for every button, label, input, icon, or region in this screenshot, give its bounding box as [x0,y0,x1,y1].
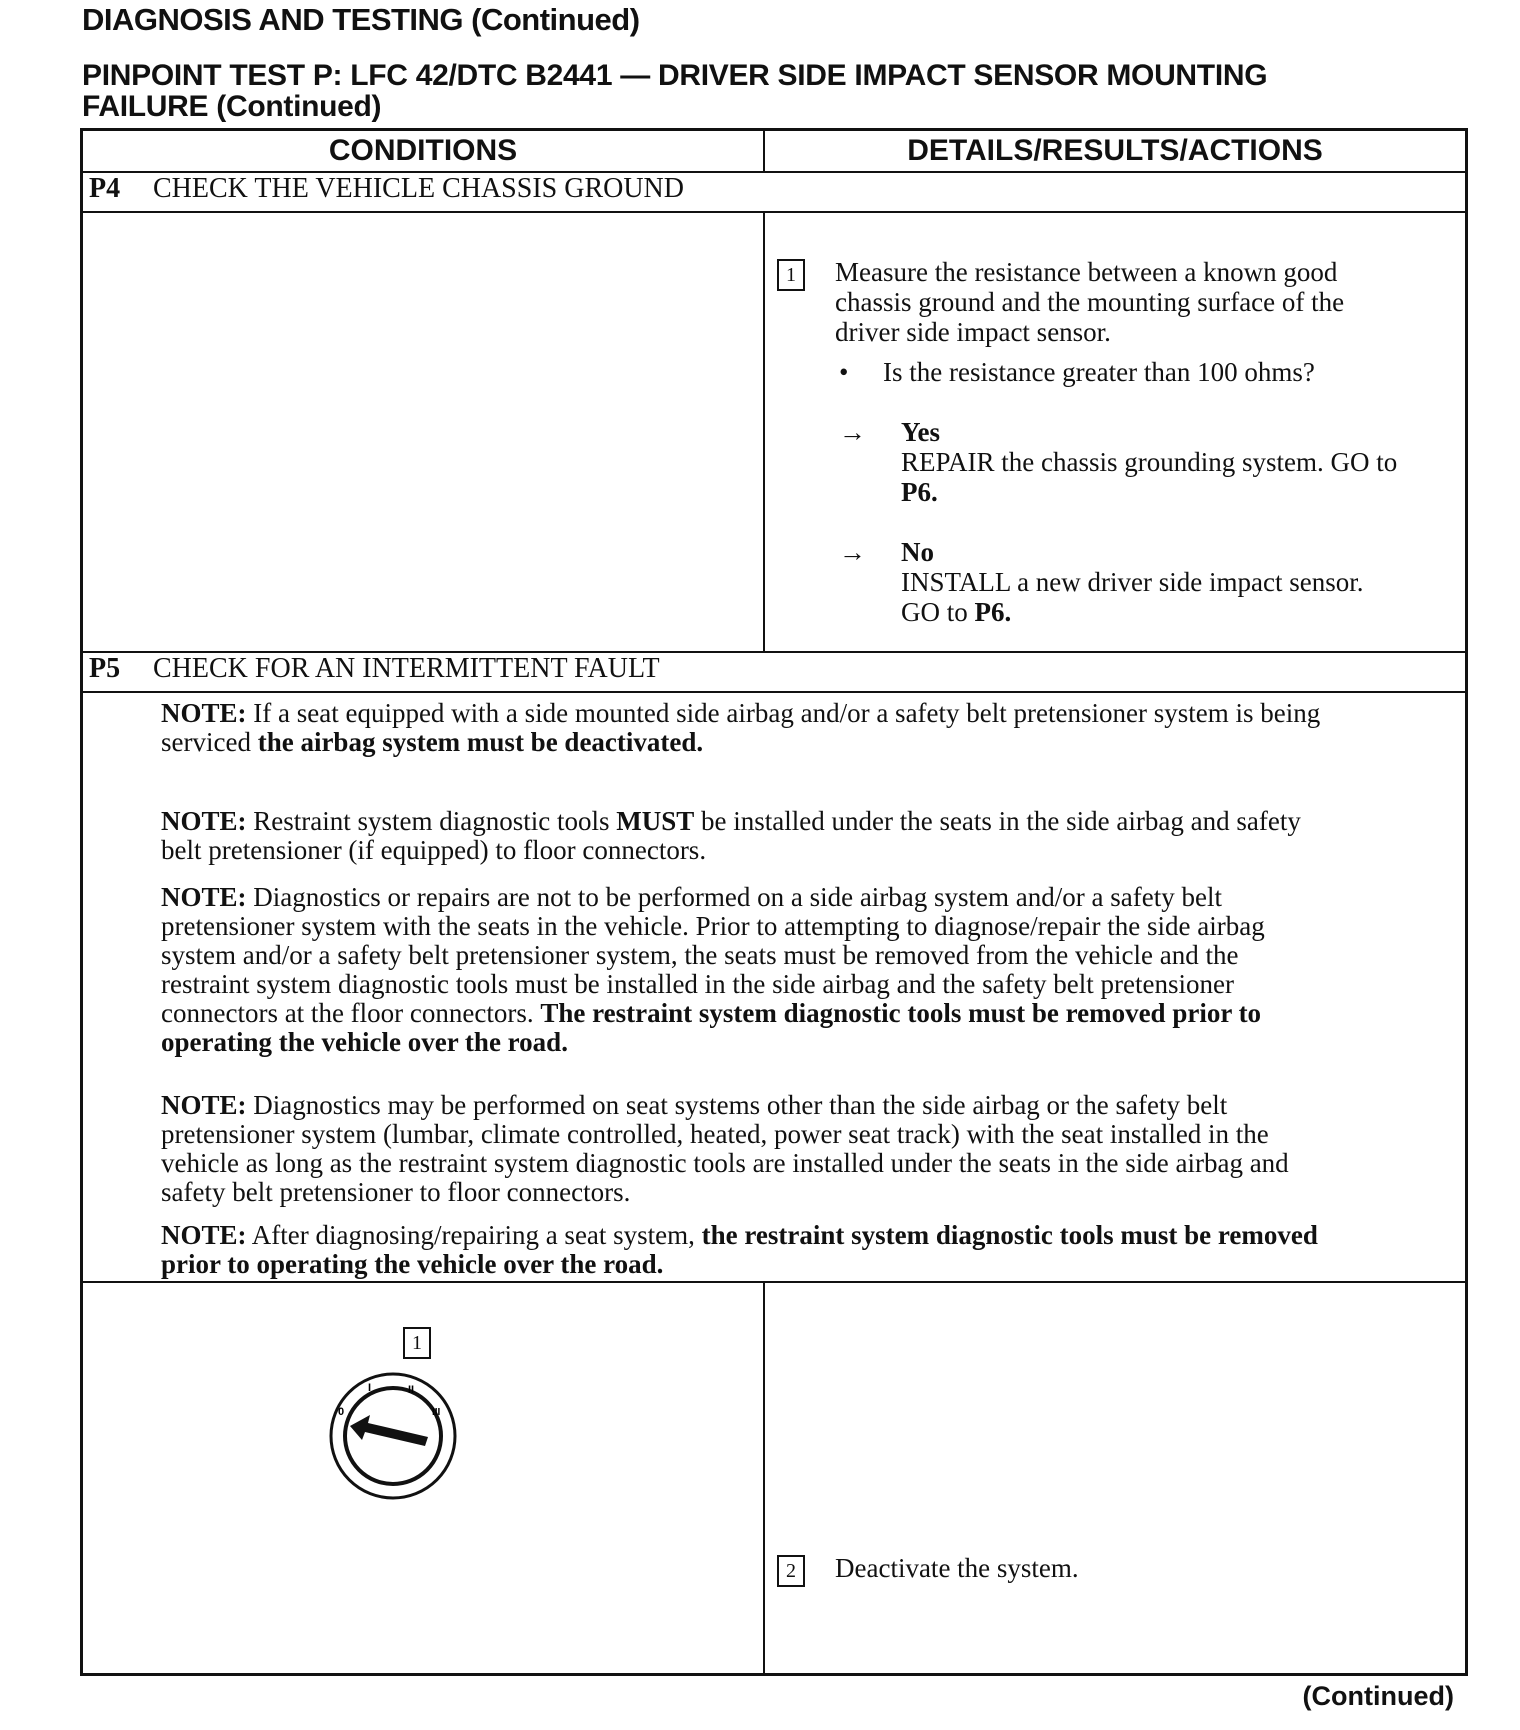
column-divider [763,211,765,651]
goto-prefix: GO to [901,597,968,627]
note-text: safety belt pretensioner to floor connectors. [161,1177,631,1207]
test-title-line-2: FAILURE (Continued) [82,90,382,123]
note-label: NOTE: [161,698,247,728]
step-text: Deactivate the system. [835,1553,1079,1583]
note-4 [161,1091,1461,1207]
page-header [82,2,1462,122]
goto-step: P6. [974,597,1012,627]
step-code: P4 [89,173,121,204]
step-code: P5 [89,653,121,684]
ignition-label: III [432,1407,441,1418]
note-text: connectors at the floor connectors. [161,998,534,1028]
divider [83,691,1465,693]
result-label: Yes [901,417,940,447]
note-bold-text: prior to operating the vehicle over the road. [161,1249,664,1279]
note-text: belt pretensioner (if equipped) to floor connectors. [161,835,707,865]
column-header-details: DETAILS/RESULTS/ACTIONS [907,134,1323,167]
bullet-icon: • [839,357,849,387]
note-text: serviced [161,727,251,757]
note-5 [161,1221,1461,1279]
continued-label: (Continued) [1302,1681,1454,1711]
step-text-line: driver side impact sensor. [835,317,1111,347]
ignition-key-pointer [350,1415,428,1446]
note-bold-text: The restraint system diagnostic tools must be removed prior to [540,998,1262,1028]
note-text: pretensioner system with the seats in the vehicle. Prior to attempting to diagnose/repair the side airbag [161,911,1265,941]
note-text: If a seat equipped with a side mounted side airbag and/or a safety belt pretensioner system is being [253,698,1321,728]
note-bold-text: the airbag system must be deactivated. [257,727,704,757]
result-action: INSTALL a new driver side impact sensor. [901,567,1364,597]
result-action: REPAIR the chassis grounding system. GO to [901,447,1398,477]
note-2 [161,807,1461,865]
step-number-box: 1 [777,259,805,291]
note-text: pretensioner system (lumbar, climate controlled, heated, power seat track) with the seat installed in the [161,1119,1269,1149]
note-1 [161,699,1461,757]
note-bold-text: the restraint system diagnostic tools must be removed [701,1220,1318,1250]
question-text: Is the resistance greater than 100 ohms? [883,357,1315,387]
result-label: No [901,537,934,567]
note-bold-text: MUST [616,806,695,836]
note-text: system and/or a safety belt pretensioner system, the seats must be removed from the vehicle and the [161,940,1239,970]
test-title-line-1: PINPOINT TEST P: LFC 42/DTC B2441 — DRIVER SIDE IMPACT SENSOR MOUNTING [82,59,1268,92]
step-text-line: Measure the resistance between a known good [835,257,1338,287]
note-bold-text: operating the vehicle over the road. [161,1027,568,1057]
column-header-conditions: CONDITIONS [328,134,518,167]
row-heading-p5 [89,653,660,685]
note-3 [161,883,1461,1057]
note-text: restraint system diagnostic tools must be installed in the side airbag and the safety belt pretensioner [161,969,1234,999]
ignition-label: I [368,1382,372,1394]
note-text: Diagnostics may be performed on seat systems other than the side airbag or the safety belt [253,1090,1228,1120]
result-action [901,597,1363,627]
note-text: After diagnosing/repairing a seat system, [251,1220,695,1250]
figure-step-number-box [403,1327,431,1359]
note-text: Diagnostics or repairs are not to be performed on a side airbag system and/or a safety belt [253,882,1222,912]
note-label: NOTE: [161,1090,247,1120]
note-text: vehicle as long as the restraint system diagnostic tools are installed under the seats in the side airbag and [161,1148,1289,1178]
p5-step-2 [777,1553,1457,1587]
result-body [901,537,1363,627]
step-title: CHECK FOR AN INTERMITTENT FAULT [153,653,660,684]
goto-step: P6. [901,477,938,507]
note-label: NOTE: [161,882,247,912]
divider [83,1281,1465,1283]
note-label: NOTE: [161,1220,247,1250]
note-label: NOTE: [161,806,247,836]
pinpoint-test-title [82,60,1462,122]
divider [83,211,1465,213]
arrow-right-icon: → [839,537,866,567]
ignition-label: 0 [338,1406,345,1418]
section-title: DIAGNOSIS AND TESTING (Continued) [82,2,640,37]
note-text: be installed under the seats in the side airbag and safety [701,806,1301,836]
row-heading-p4 [89,173,684,205]
arrow-right-icon: → [839,417,866,447]
step-number-box: 2 [777,1555,805,1587]
ignition-label: II [408,1384,415,1396]
step-text [835,257,1344,347]
ignition-switch-icon [328,1371,458,1501]
pinpoint-test-table [80,128,1468,1676]
p4-step-1 [777,257,1457,347]
column-divider [763,1281,765,1676]
step-title: CHECK THE VEHICLE CHASSIS GROUND [153,173,685,204]
step-number-box: 1 [403,1327,431,1359]
result-body [901,417,1397,507]
note-text: Restraint system diagnostic tools [253,806,610,836]
step-text-line: chassis ground and the mounting surface of the [835,287,1345,317]
